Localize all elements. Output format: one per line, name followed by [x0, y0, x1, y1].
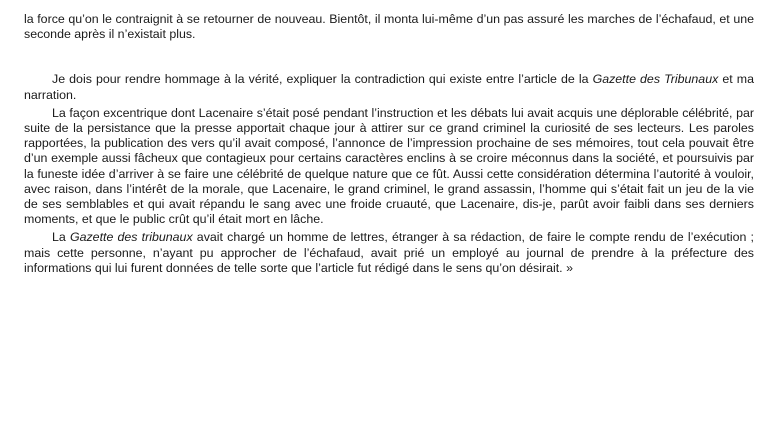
journal-title-italic: Gazette des tribunaux	[69, 230, 193, 245]
paragraph-text: avait chargé un homme de lettres, étranger à sa rédaction, de faire le compte rendu de l’exécution ; mais cette personne, n’ayant pu approcher de l’échafaud, avait prié un employé au journal de prendre à la préfecture des informations qui lui furent données de telle sorte que l’article fut rédigé dans le sens qu’on désirait. »	[24, 230, 754, 275]
paragraph-text: la force qu’on le contraignit à se retourner de nouveau. Bientôt, il monta lui-même d’un pas assuré les marches de l’échafaud, et une seconde après il n’existait plus.	[24, 12, 754, 42]
paragraph-contradiction	[24, 72, 754, 102]
journal-title-italic: Gazette des Tribunaux	[592, 72, 719, 87]
paragraph-lacenaire-celebrity	[24, 106, 754, 228]
paragraph-text: La façon excentrique dont Lacenaire s’était posé pendant l’instruction et les débats lui avait acquis une déplorable célébrité, par suite de la persistance que la presse apportait chaque jour à attirer sur ce grand criminel la curiosité de ses lecteurs. Les paroles rapportées, la publication des vers qu’il avait composé, l’annonce de l’impression prochaine de ses mémoires, tout cela pouvait être d’un exemple aussi fâcheux que contagieux pour certains caractères enclins à se croire méconnus dans la société, et poursuivis par la funeste idée d’arriver à se faire une célébrité de quelque nature que ce fût. Aussi cette considération détermina l’autorité à vouloir, avec raison, dans l’intérêt de la morale, que Lacenaire, le grand criminel, le grand assassin, l’homme qui s’était fait un jeu de la vie de ses semblables et qui avait répandu le sang avec une froide cruauté, que Lacenaire, dis-je, parût avoir faibli dans ses derniers moments, et que le public crût qu’il était mort en lâche.	[24, 105, 754, 227]
paragraph-text: et ma narration.	[24, 72, 754, 102]
paragraph-text: La	[52, 230, 70, 245]
paragraph-execution-end	[24, 12, 754, 42]
document-page	[24, 12, 754, 279]
paragraph-text: Je dois pour rendre hommage à la vérité, expliquer la contradiction qui existe entre l’article de la	[52, 72, 593, 87]
paragraph-gazette-report	[24, 230, 754, 276]
